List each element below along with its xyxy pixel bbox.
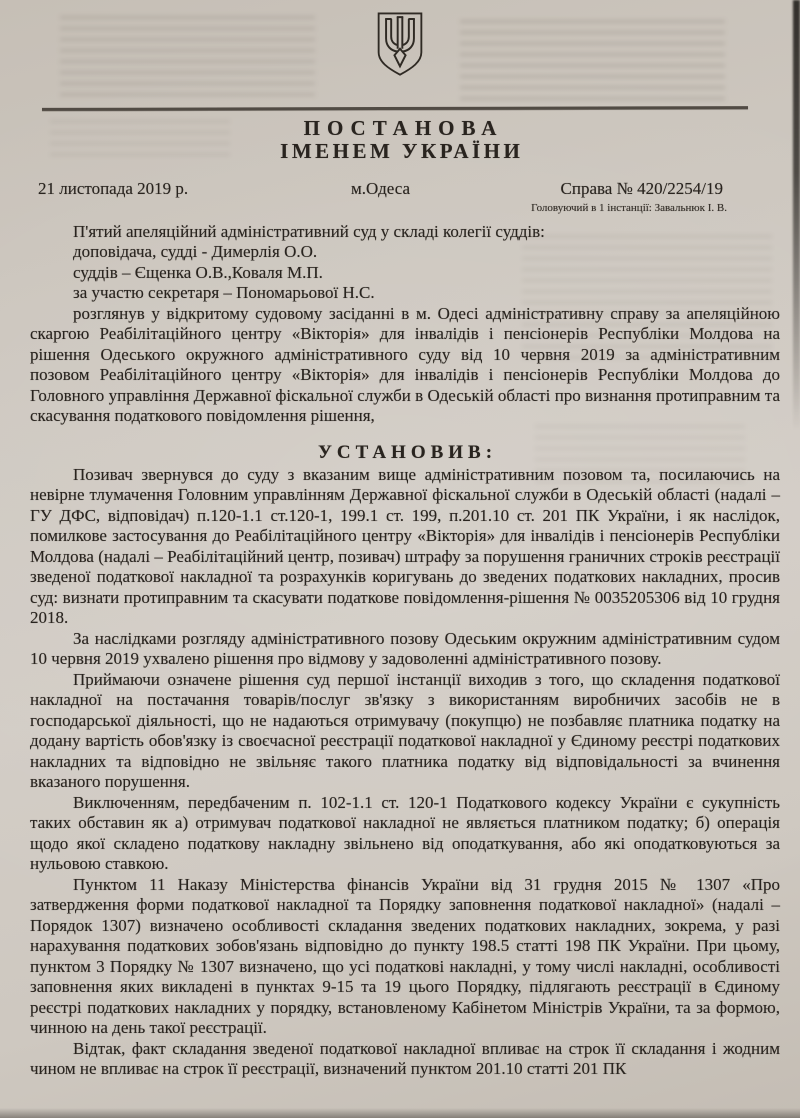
case-number: Справа № 420/2254/19 [560,178,724,198]
decision-city: м.Одеса [351,178,410,198]
header-divider [42,106,748,110]
presiding-judge-note: Головуючий в 1 інстанції: Завальнюк І. В. [531,201,727,214]
case-description-paragraph: розглянув у відкритому судовому засіданні в м. Одесі адміністративну справу за апеляційною скаргою Реабілітаційного центру «Вікторія» для інвалідів і пенсіонерів Республіки Молдова на рішення Одеського окружного адміністративного суду від 10 червня 2019 за адміністративним позовом Реабілітаційного центру «Вікторія» для інвалідів і пенсіонерів Республіки Молдова до Головного управління Державної фіскальної служби в Одеській області про визнання протиправним та скасування податкового повідомлення рішення, [30,303,780,425]
ukraine-trident-icon [374,9,426,81]
ruling-paragraph: Приймаючи означене рішення суд першої інстанції виходив з того, що складення податкової накладної на постачання товарів/послуг зв'язку з використанням виробничих засобів не в господарської діяльності, що не надаються отримувачу (покупцю) не позбавляє платника податку на додану вартість обов'язку із своєчасної реєстрації податкової накладної у Єдиному реєстрі податкових накладних та відповідно не звільняє такого платника податку від відповідальності за вчинення вказаного порушення. [30,669,780,791]
ruling-paragraph: За наслідками розгляду адміністративного позову Одеським окружним адміністративним судом 10 червня 2019 ухвалено рішення про відмову у задоволенні адміністративного позову. [30,628,780,668]
decision-date: 21 листопада 2019 р. [38,178,189,198]
scan-edge-shadow [793,0,800,430]
document-header [0,9,800,214]
document-title-line1: ПОСТАНОВА [303,115,504,140]
ruling-paragraph: Пунктом 11 Наказу Міністерства фінансів України від 31 грудня 2015 № 1307 «Про затвердження форми податкової накладної та Порядку заповнення податкової накладної» (надалі – Порядок 1307) визначено особливості складання зведених податкових накладних, зокрема, у разі нарахування податкових зобов'язань відповідно до пункту 198.5 статті 198 ПК України. При цьому, пунктом 3 Порядку № 1307 визначено, що усі податкові накладні, у тому числі накладні, особливості заповнення яких викладені в пунктах 9-15 та 19 цього Порядку, підлягають реєстрації в Єдиному реєстрі податкових накладних у порядку, встановленому Кабінетом Міністрів України, та за формою, чинною на день такої реєстрації. [30,874,780,1037]
document-title-line2: ІМЕНЕМ УКРАЇНИ [280,138,524,163]
judge-reporter-line: доповідача, судді - Димерлія О.О. [73,242,318,261]
resolved-heading: УСТАНОВИВ: [317,441,498,463]
judges-line: суддів – Єщенка О.В.,Коваля М.П. [73,262,323,282]
ruling-paragraph: Відтак, факт складання зведеної податкової накладної впливає на строк її складання і жодним чином не впливає на строк її реєстрації, визначений пунктом 201.10 статті 201 ПК [30,1038,780,1078]
court-composition-line: П'ятий апеляційний адміністративний суд у складі колегії суддів: [73,221,545,241]
decision-body [30,222,780,1080]
scan-edge-shadow [0,1108,800,1118]
case-meta-row [38,179,723,199]
ruling-paragraph: Позивач звернувся до суду з вказаним вище адміністративним позовом та, посилаючись на невірне тлумачення Головним управлінням Державної фіскальної служби в Одеській області (надалі – ГУ ДФС, відповідач) п.120-1.1 ст.120-1, 199.1 ст. 199, п.201.10 ст. 201 ПК України, і як наслідок, помилкове застосування до Реабілітаційного центру «Вікторія» для інвалідів і пенсіонерів Республіки Молдова (надалі – Реабілітаційний центр, позивач) штрафу за порушення граничних строків реєстрації зведеної податкової накладної та розрахунків коригувань до зведених податкових накладних, просив суд: визнати протиправним та скасувати податкове повідомлення-рішення № 0035205306 від 10 грудня 2018. [30,464,780,627]
secretary-line: за участю секретаря – Пономарьової Н.С. [73,283,375,302]
ruling-paragraph: Виключенням, передбаченим п. 102-1.1 ст. 120-1 Податкового кодексу України є сукупність таких обставин як а) отримувач податкової накладної не являється платником податку; б) операція щодо якої складено податкову накладну звільнено від оподаткування, або які оподатковуються за нульовою ставкою. [30,792,780,873]
